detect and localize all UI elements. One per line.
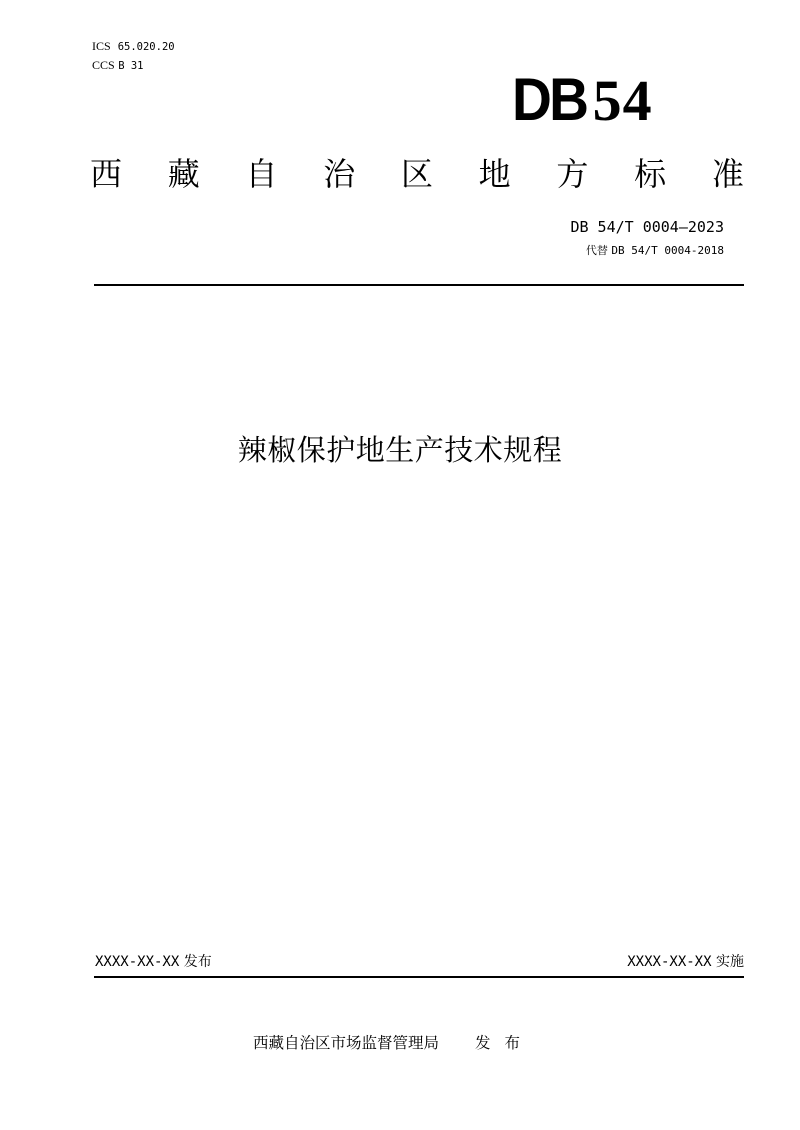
ccs-label: CCS <box>92 58 115 72</box>
logo-prefix: DB <box>512 66 587 133</box>
header-title-char: 自 <box>245 155 278 193</box>
header-title-char: 方 <box>556 155 589 193</box>
implement-label: 实施 <box>716 954 744 970</box>
issuer-verb: 发布 <box>475 1034 535 1052</box>
header-title-char: 藏 <box>167 155 200 193</box>
document-title: 辣椒保护地生产技术规程 <box>237 433 563 467</box>
header-title-char: 区 <box>400 155 433 193</box>
implement-date-line <box>627 952 744 972</box>
publish-date-line <box>95 952 212 972</box>
standard-code: DB 54/T 0004—2023 <box>570 218 724 236</box>
ics-line <box>92 40 175 54</box>
ics-value: 65.020.20 <box>117 41 175 53</box>
footer-divider <box>94 976 744 978</box>
issuer-line <box>253 1032 534 1054</box>
replaces-line <box>586 243 724 259</box>
ccs-value: B 31 <box>118 60 144 72</box>
ccs-line <box>92 59 143 73</box>
publish-date: XXXX-XX-XX <box>95 954 180 970</box>
header-title-char: 标 <box>634 155 667 193</box>
issuer-name: 西藏自治区市场监督管理局 <box>253 1034 440 1052</box>
ics-label: ICS <box>92 39 111 53</box>
header-title-char: 地 <box>478 155 511 193</box>
standard-logo <box>512 66 653 133</box>
header-divider <box>94 284 744 286</box>
replaces-code: DB 54/T 0004-2018 <box>611 244 724 257</box>
header-title-char: 准 <box>711 155 744 193</box>
publish-label: 发布 <box>183 954 212 970</box>
header-title-char: 西 <box>90 155 123 193</box>
header-title-char: 治 <box>323 155 356 193</box>
replaces-prefix: 代替 <box>585 244 608 257</box>
standard-header-title <box>90 152 744 196</box>
logo-number: 54 <box>592 68 653 133</box>
implement-date: XXXX-XX-XX <box>627 954 712 970</box>
